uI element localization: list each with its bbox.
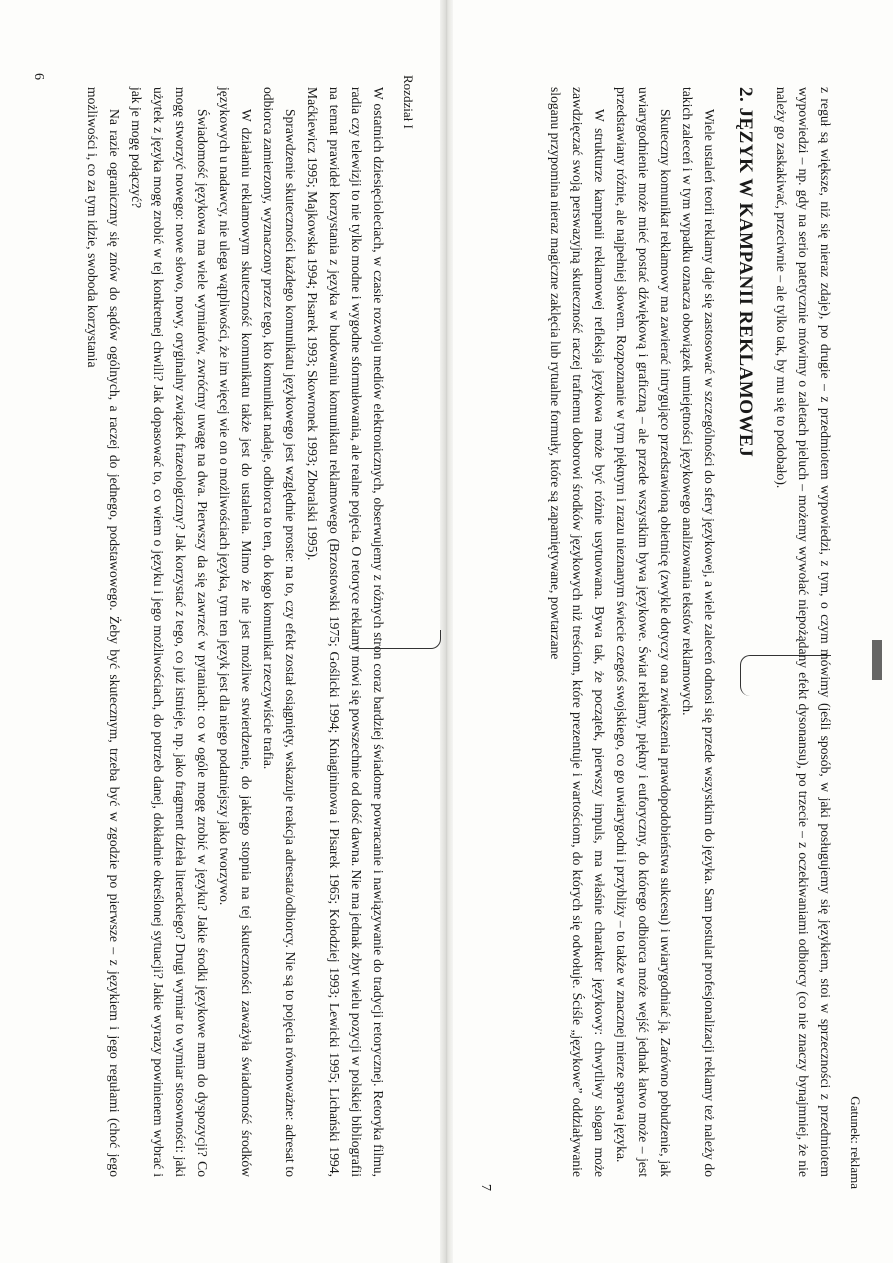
running-head-right: Gatunek: reklama bbox=[848, 1095, 863, 1189]
page-number-left: 6 bbox=[31, 72, 46, 80]
page-number-right: 7 bbox=[478, 1183, 493, 1191]
paragraph: W działaniu reklamowym skuteczność komunikatu także jest do ustalenia. Mimo że nie jest możliwe stwierdzenie, do jakiego stopnia na tej skuteczności zaważyła świadomość środków językowych u nadawcy, nie ulega wątpliwości, że im więcej wie on o możliwościach języka, tym ten język jest dla niego podatniejszy jako tworzywo. bbox=[217, 86, 254, 1177]
margin-mark bbox=[350, 630, 441, 649]
paragraph: Sprawdzenie skuteczności każdego komunikatu językowego jest względnie proste: na to, czy efekt został osiągnięty, wskazuje reakcja adresata/odbiorcy. Nie są to pojęcia równoważne: adresat to odbiorca zamierzony, wyznaczony przez tego, kto komunikat nadaje, odbiorca to ten, do kogo komunikat rzeczywiście trafia. bbox=[261, 86, 298, 1177]
paragraph: Na razie ograniczmy się znów do sądów ogólnych, a raczej do jednego, podstawowego. Żeby być skutecznym, trzeba być w zgodzie po pierwsze – z językiem i jego regułami (choć jego możliwości i, co za tym idzie, swoboda korzystania bbox=[85, 86, 122, 1177]
right-page-body bbox=[500, 87, 836, 1177]
continuation-paragraph: z reguł są większe, niż się nieraz zdaje), po drugie – z przedmiotem wypowiedzi, z tym, o czym mówimy (jeśli sposób, w jaki posługujemy się językiem, stoi w sprzeczności z przedmiotem wypowiedzi – np. gdy na serio patetycznie mówimy o zaletach pieluch – możemy wywołać niepożądany efekt dysonansu), po trzecie – z oczekiwaniami odbiorcy (co nie znaczy bynajmniej, że nie należy go zaskakiwać, przeciwnie – ale tylko tak, by mu się to podobało). bbox=[774, 86, 833, 1177]
running-head-left: Rozdział I bbox=[401, 74, 416, 129]
section-heading: 2. JĘZYK W KAMPANII REKLAMOWEJ bbox=[735, 86, 756, 457]
paragraph: Świadomość językowa ma wiele wymiarów, zwróćmy uwagę na dwa. Pierwszy da się zawrzeć w pytaniach: co w ogóle mogę zrobić w języku? Jakie środki językowe mam do dyspozycji? Co mogę stworzyć nowego: nowe słowo, nowy, oryginalny związek frazeologiczny? Jak korzystać z tego, co już istnieje, np. jako fragment dzieła literackiego? Drugi wymiar to wymiar stosowności: jaki użytek z języka mogę zrobić w tej konkretnej chwili? Jak dopasować to, co wiem o języku i jego możliwościach, do potrzeb danej, dokładnie określonej sytuacji? Jakie wyrazy powinienem wybrać i jak je mogę połączyć? bbox=[129, 86, 210, 1177]
right-page bbox=[447, 0, 893, 1263]
paragraph: W ostatnich dziesięcioleciach, w czasie rozwoju mediów elektronicznych, obserwujemy z różnych stron coraz bardziej świadome powracanie i nawiązywanie do tradycji retorycznej. Retoryka filmu, radia czy telewizji to nie tylko modne i wygodne sformułowania, ale realne pojęcia. O retoryce reklamy mówi się powszechnie od dość dawna. Nie ma jednak zbyt wielu pozycji w polskiej bibliografii na temat prawideł korzystania z języka w budowaniu komunikatu reklamowego (Brzostowski 1975; Goślicki 1994; Kniagininowa i Pisarek 1965; Kołodziej 1993; Lewicki 1995; Lichański 1994, Maćkiewicz 1995; Majkowska 1994; Pisarek 1993; Skowronek 1993; Zboralski 1995). bbox=[305, 86, 386, 1177]
paragraph: Wiele ustaleń teorii reklamy daje się zastosować w szczególności do sfery językowej, a wiele zaleceń odnosi się przede wszystkim do języka. Sam postulat profesjonalizacji reklamy też należy do takich zaleceń i w tym wypadku oznacza obowiązek umiejętności językowego analizowania tekstów reklamowych. bbox=[680, 86, 717, 1177]
left-page-body bbox=[53, 87, 389, 1177]
paragraph: Skuteczny komunikat reklamowy ma zawierać intrygująco przedstawioną obietnicę (zwykle dotyczy ona zwiększenia prawdopodobieństwa sukcesu) i uwiarygodniać ją. Zarówno pobudzenie, jak uwiarygodnienie może mieć postać dźwiękową i graficzną – ale przede wszystkim bywa językowe. Świat reklamy, piękny i euforyczny, do którego odbiorca może wejść jednak łatwo może – jest przedstawiany różnie, ale najpełniej słowem. Rozpoznanie w tym pięknym i zrazu nieznanym świecie czegoś swojskiego, co go uwiarygodni i przybliży – to także w znacznej mierze sprawa języka. bbox=[614, 86, 673, 1177]
right-page-rotated-content bbox=[470, 67, 870, 1197]
paragraph: W strukturze kampanii reklamowej refleksja językowa może być różnie usytuowana. Bywa tak, że początek, pierwszy impuls, ma właśnie charakter językowy: chwytliwy slogan może zawdzięczać swoją perswazyjną skuteczność raczej trafnemu doborowi środków językowych niż treściom, które prezentuje i wartościom, do których się odwołuje. Ściśle „językowe” oddziaływanie sloganu przypomina nieraz magiczne zaklęcia lub rytualne formuły, które są zapamiętywane, powtarzane bbox=[548, 86, 607, 1177]
